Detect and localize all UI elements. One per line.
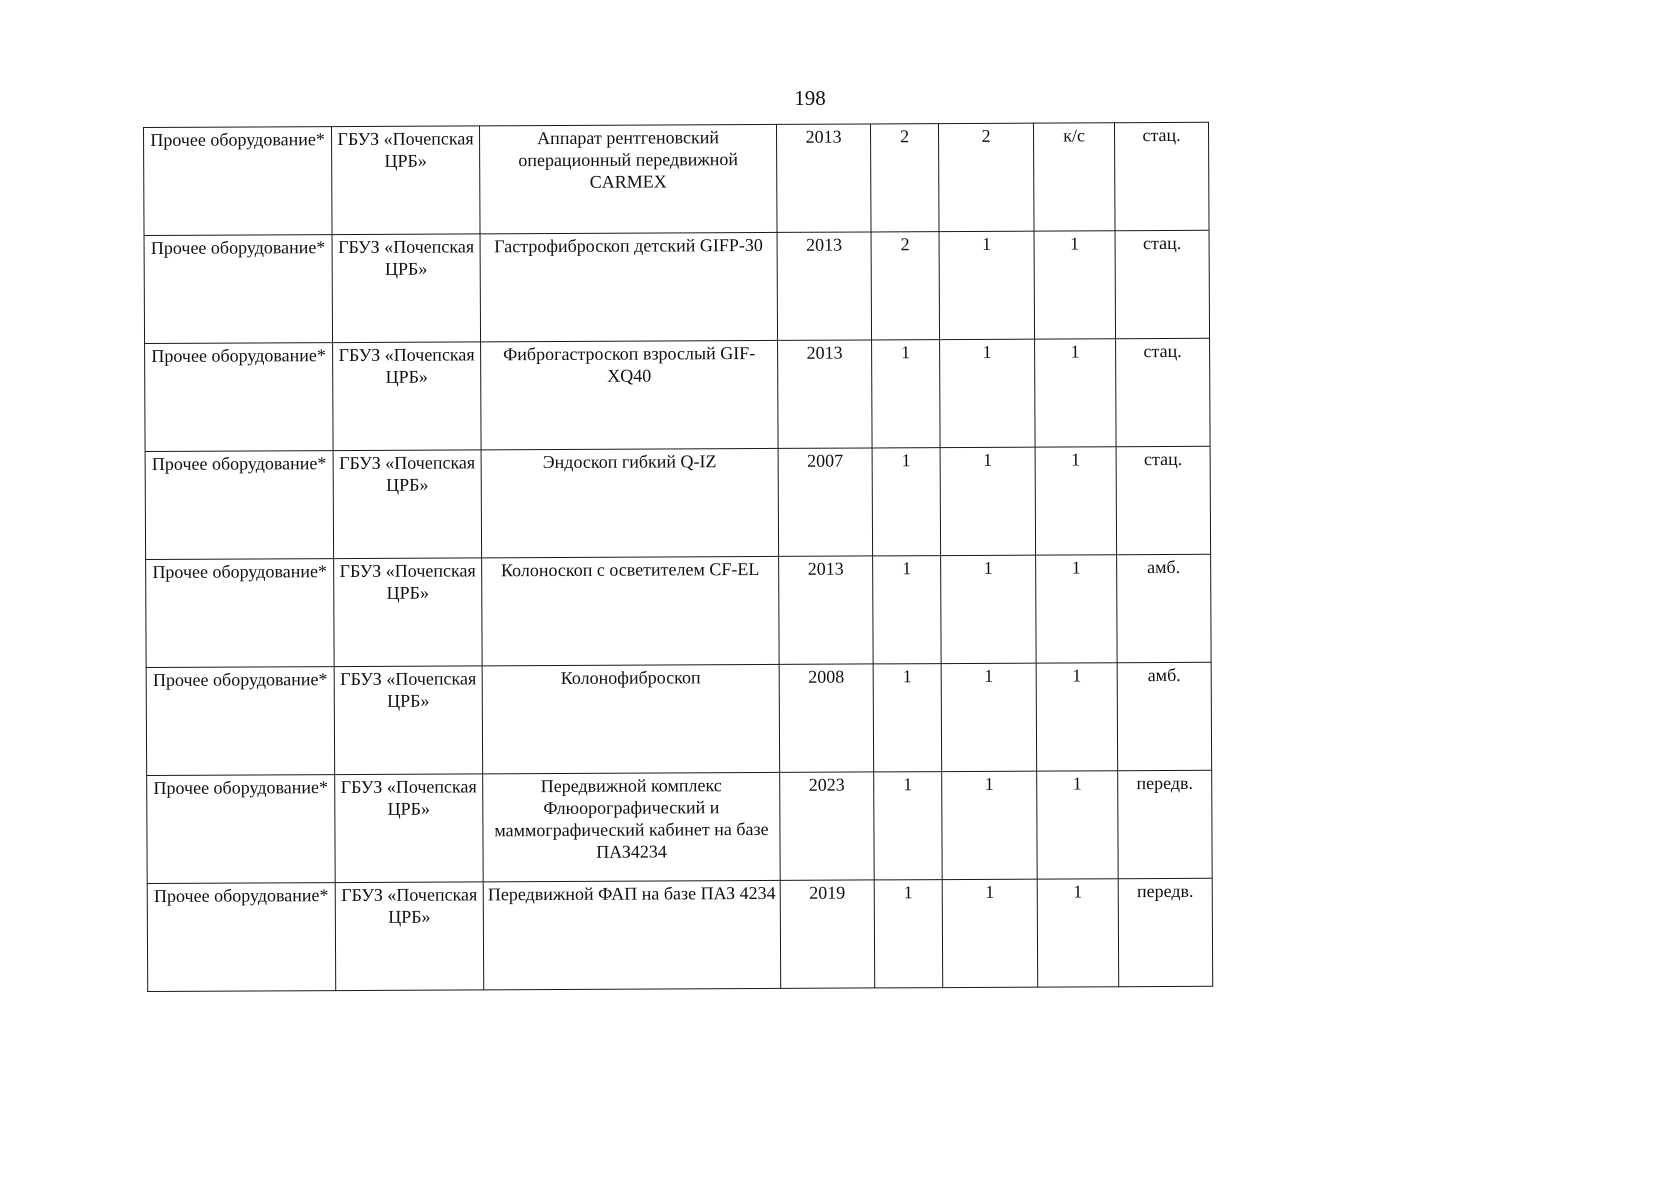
cell-col6: 1: [941, 555, 1037, 663]
cell-col7: 1: [1036, 663, 1118, 771]
cell-col6: 1: [940, 339, 1036, 447]
cell-year: 2013: [776, 124, 871, 232]
cell-col7: 1: [1035, 447, 1117, 555]
cell-category: Прочее оборудование*: [147, 883, 336, 992]
cell-year: 2008: [779, 664, 874, 772]
cell-col7: 1: [1037, 771, 1119, 879]
cell-category: Прочее оборудование*: [145, 343, 334, 452]
cell-year: 2013: [777, 232, 872, 340]
cell-year: 2019: [780, 880, 875, 988]
cell-col6: 1: [942, 771, 1038, 879]
cell-equipment-name: Аппарат рентгеновский операционный передвижной CARMEX: [479, 124, 777, 233]
cell-col5: 1: [872, 340, 941, 448]
cell-equipment-name: Гастрофиброскоп детский GIFP-30: [480, 232, 778, 341]
cell-col7: к/с: [1033, 123, 1115, 231]
cell-category: Прочее оборудование*: [147, 775, 336, 884]
cell-col5: 1: [873, 664, 942, 772]
cell-col7: 1: [1037, 879, 1119, 987]
cell-col6: 1: [940, 447, 1036, 555]
cell-col5: 1: [874, 880, 943, 988]
cell-year: 2007: [778, 448, 873, 556]
table-row: [144, 230, 1210, 343]
cell-equipment-name: Фиброгастроскоп взрослый GIF-XQ40: [481, 340, 779, 449]
cell-year: 2013: [779, 556, 874, 664]
cell-type: стац.: [1116, 446, 1211, 554]
cell-type: стац.: [1116, 338, 1211, 446]
cell-organization: ГБУЗ «Почепская ЦРБ»: [333, 342, 482, 451]
cell-col7: 1: [1036, 555, 1118, 663]
cell-organization: ГБУЗ «Почепская ЦРБ»: [334, 666, 483, 775]
cell-category: Прочее оборудование*: [145, 451, 334, 560]
cell-equipment-name: Колонофиброскоп: [482, 664, 780, 773]
cell-equipment-name: Колоноскоп с осветителем CF-EL: [482, 556, 780, 665]
cell-organization: ГБУЗ «Почепская ЦРБ»: [332, 126, 481, 235]
cell-year: 2013: [778, 340, 873, 448]
table-row: [147, 878, 1213, 991]
cell-type: передв.: [1118, 770, 1213, 878]
cell-type: амб.: [1117, 662, 1212, 770]
cell-col5: 2: [870, 124, 939, 232]
table-row: [146, 554, 1212, 667]
cell-type: стац.: [1115, 230, 1210, 338]
cell-organization: ГБУЗ «Почепская ЦРБ»: [335, 774, 484, 883]
page-number: 198: [794, 86, 826, 110]
cell-equipment-name: Эндоскоп гибкий Q-IZ: [481, 448, 779, 557]
cell-col7: 1: [1034, 231, 1116, 339]
table-row: [145, 446, 1211, 559]
table-row: [144, 122, 1210, 235]
cell-col5: 1: [874, 772, 943, 880]
cell-organization: ГБУЗ «Почепская ЦРБ»: [334, 558, 483, 667]
cell-col6: 1: [941, 663, 1037, 771]
cell-year: 2023: [780, 772, 875, 880]
cell-col5: 1: [872, 448, 941, 556]
cell-category: Прочее оборудование*: [146, 667, 335, 776]
cell-type: амб.: [1117, 554, 1212, 662]
cell-col7: 1: [1035, 339, 1117, 447]
cell-organization: ГБУЗ «Почепская ЦРБ»: [332, 234, 481, 343]
cell-col6: 1: [939, 231, 1035, 339]
cell-type: передв.: [1118, 878, 1213, 986]
table-row: [145, 338, 1211, 451]
cell-type: стац.: [1114, 122, 1209, 230]
equipment-table: [143, 122, 1213, 992]
cell-organization: ГБУЗ «Почепская ЦРБ»: [335, 882, 484, 991]
cell-col5: 2: [871, 232, 940, 340]
cell-col6: 1: [942, 879, 1038, 987]
cell-equipment-name: Передвижной ФАП на базе ПАЗ 4234: [483, 880, 781, 989]
cell-category: Прочее оборудование*: [146, 559, 335, 668]
cell-category: Прочее оборудование*: [144, 235, 333, 344]
cell-col6: 2: [938, 123, 1034, 231]
table-row: [147, 770, 1213, 883]
cell-equipment-name: Передвижной комплекс Флюорографический и маммографический кабинет на базе ПАЗ4234: [483, 772, 781, 881]
cell-col5: 1: [873, 556, 942, 664]
cell-category: Прочее оборудование*: [144, 127, 333, 236]
table-row: [146, 662, 1212, 775]
cell-organization: ГБУЗ «Почепская ЦРБ»: [333, 450, 482, 559]
